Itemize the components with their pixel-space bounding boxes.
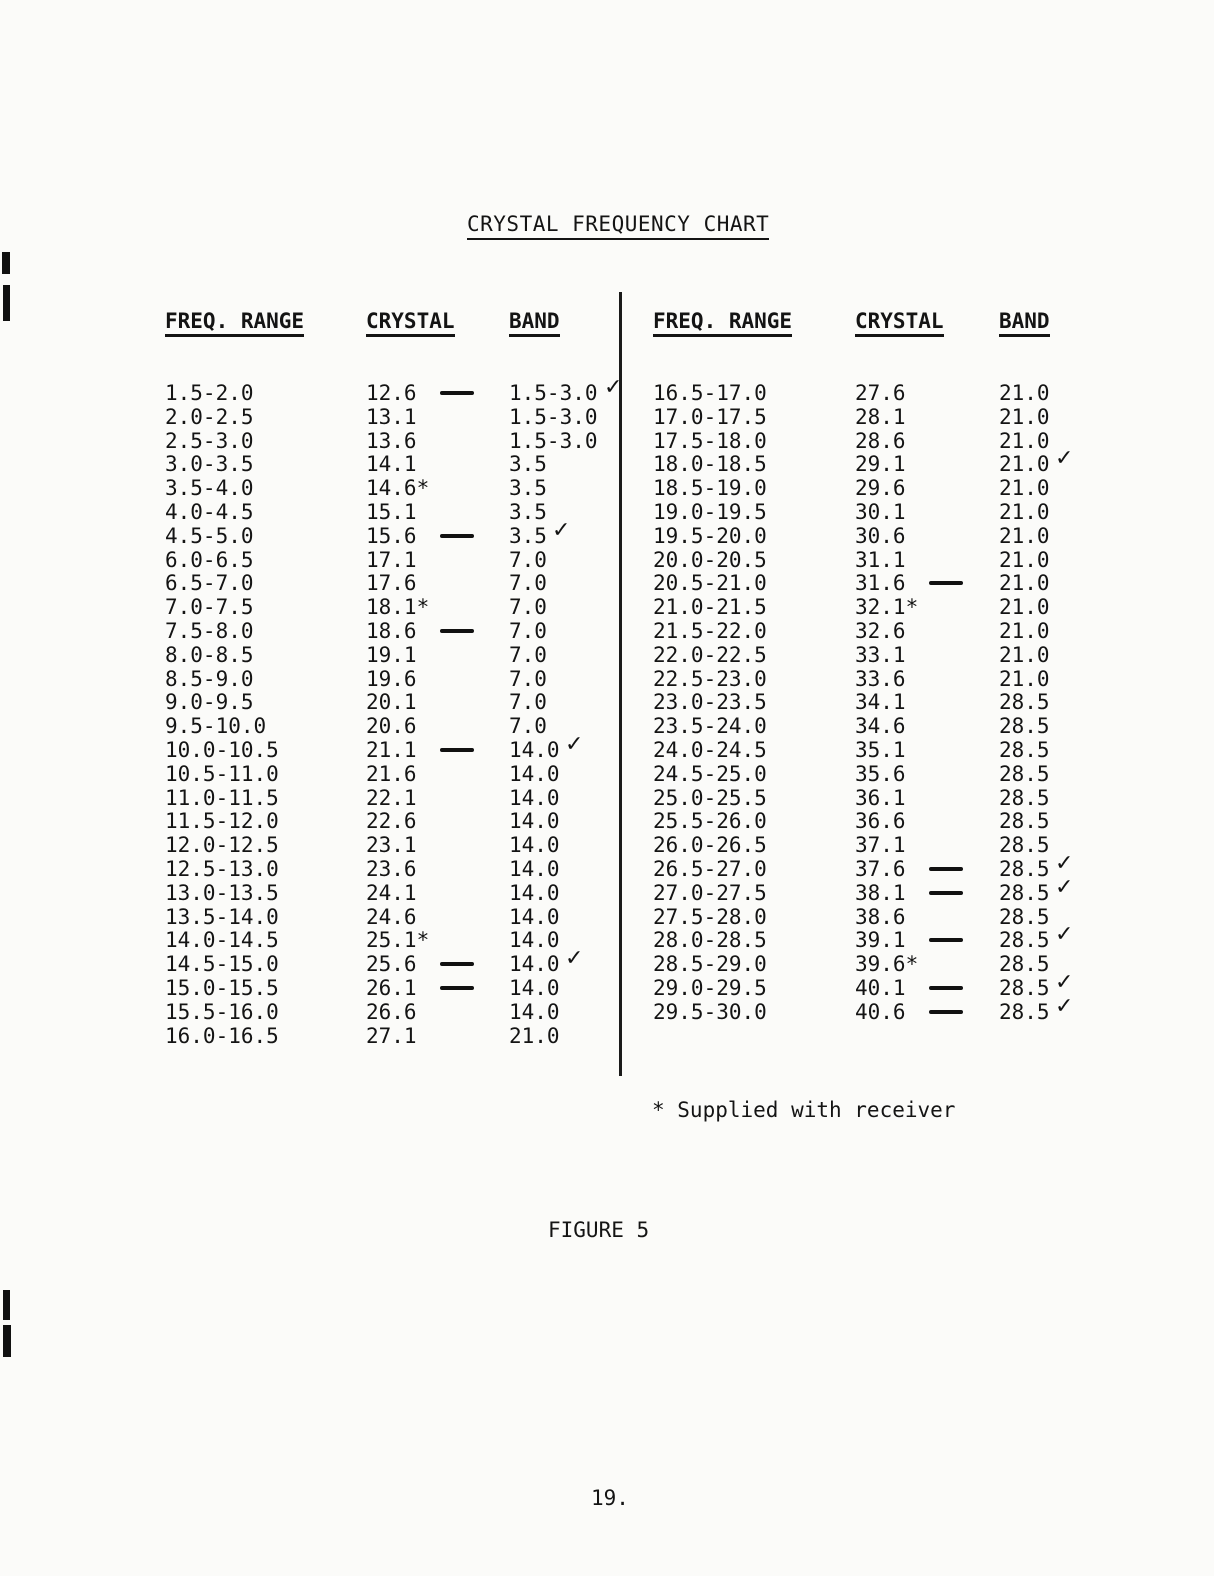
right-freq-range-header: FREQ. RANGE: [653, 309, 792, 337]
freq-range-cell: 25.0-25.5: [653, 785, 767, 810]
crystal-cell: 28.1: [855, 404, 906, 429]
freq-range-cell: 11.5-12.0: [165, 809, 279, 834]
band-cell: 7.0: [509, 666, 547, 691]
freq-range-cell: 22.0-22.5: [653, 642, 767, 667]
crystal-cell: 30.1: [855, 499, 906, 524]
band-cell: 21.0: [999, 571, 1050, 596]
crystal-cell: 14.1: [366, 452, 417, 477]
band-cell: 14.0: [509, 999, 560, 1024]
crystal-cell: 28.6: [855, 428, 906, 453]
band-cell: 28.5: [999, 975, 1050, 1000]
band-cell: 28.5: [999, 761, 1050, 786]
crystal-cell: 19.6: [366, 666, 417, 691]
binding-hole-mark: [3, 1290, 10, 1320]
freq-range-cell: 28.5-29.0: [653, 952, 767, 977]
freq-range-cell: 17.5-18.0: [653, 428, 767, 453]
crystal-cell: 23.1: [366, 833, 417, 858]
freq-range-cell: 14.5-15.0: [165, 952, 279, 977]
band-cell: 21.0: [999, 666, 1050, 691]
binding-hole-mark: [2, 252, 10, 274]
band-cell: 28.5: [999, 880, 1050, 905]
freq-range-cell: 23.5-24.0: [653, 714, 767, 739]
right-crystal-header: CRYSTAL: [855, 309, 944, 337]
crystal-cell: 21.1: [366, 737, 417, 762]
freq-range-cell: 1.5-2.0: [165, 381, 254, 405]
binding-hole-mark: [3, 1325, 11, 1357]
freq-range-cell: 26.0-26.5: [653, 833, 767, 858]
crystal-cell: 31.6: [855, 571, 906, 596]
band-cell: 21.0: [999, 642, 1050, 667]
freq-range-cell: 6.0-6.5: [165, 547, 254, 572]
band-cell: 21.0: [999, 547, 1050, 572]
crystal-cell: 29.6: [855, 476, 906, 501]
page-title: CRYSTAL FREQUENCY CHART: [467, 212, 769, 240]
band-cell: 28.5: [999, 999, 1050, 1024]
crystal-cell: 14.6*: [366, 476, 430, 501]
crystal-cell: 35.1: [855, 737, 906, 762]
figure-label: FIGURE 5: [548, 1218, 650, 1242]
band-cell: 7.0: [509, 595, 547, 620]
pen-dash-mark: [440, 962, 474, 966]
freq-range-cell: 27.5-28.0: [653, 904, 767, 929]
check-mark-icon: ✓: [1055, 446, 1074, 472]
crystal-cell: 17.6: [366, 571, 417, 596]
band-cell: 3.5: [509, 452, 547, 477]
freq-range-cell: 23.0-23.5: [653, 690, 767, 715]
crystal-cell: 20.6: [366, 714, 417, 739]
pen-dash-mark: [440, 629, 474, 633]
crystal-cell: 34.6: [855, 714, 906, 739]
left-freq-range-header: FREQ. RANGE: [165, 309, 304, 337]
band-cell: 28.5: [999, 785, 1050, 810]
band-cell: 21.0: [999, 476, 1050, 501]
band-cell: 28.5: [999, 809, 1050, 834]
check-mark-icon: ✓: [1055, 993, 1074, 1019]
freq-range-cell: 15.5-16.0: [165, 999, 279, 1024]
band-cell: 28.5: [999, 904, 1050, 929]
band-cell: 14.0: [509, 809, 560, 834]
check-mark-icon: ✓: [604, 375, 623, 400]
band-cell: 7.0: [509, 714, 547, 739]
band-cell: 1.5-3.0: [509, 428, 598, 453]
check-mark-icon: ✓: [552, 517, 571, 543]
crystal-cell: 23.6: [366, 856, 417, 881]
freq-range-cell: 29.0-29.5: [653, 975, 767, 1000]
band-cell: 3.5: [509, 523, 547, 548]
crystal-cell: 17.1: [366, 547, 417, 572]
freq-range-cell: 16.0-16.5: [165, 1023, 279, 1048]
freq-range-cell: 3.5-4.0: [165, 476, 254, 501]
freq-range-cell: 27.0-27.5: [653, 880, 767, 905]
freq-range-cell: 26.5-27.0: [653, 856, 767, 881]
pen-dash-mark: [440, 748, 474, 752]
crystal-cell: 31.1: [855, 547, 906, 572]
crystal-cell: 18.6: [366, 618, 417, 643]
freq-range-cell: 9.0-9.5: [165, 690, 254, 715]
freq-range-cell: 7.0-7.5: [165, 595, 254, 620]
crystal-cell: 37.1: [855, 833, 906, 858]
crystal-cell: 33.1: [855, 642, 906, 667]
page-number: 19.: [591, 1486, 629, 1510]
band-cell: 21.0: [999, 499, 1050, 524]
binding-hole-mark: [3, 285, 10, 321]
freq-range-cell: 10.5-11.0: [165, 761, 279, 786]
band-cell: 21.0: [999, 595, 1050, 620]
freq-range-cell: 12.0-12.5: [165, 833, 279, 858]
crystal-cell: 15.6: [366, 523, 417, 548]
pen-dash-mark: [929, 581, 963, 585]
crystal-cell: 37.6: [855, 856, 906, 881]
band-cell: 14.0: [509, 904, 560, 929]
crystal-cell: 22.6: [366, 809, 417, 834]
crystal-cell: 35.6: [855, 761, 906, 786]
crystal-cell: 25.1*: [366, 928, 430, 953]
band-cell: 7.0: [509, 547, 547, 572]
crystal-cell: 32.6: [855, 618, 906, 643]
freq-range-cell: 6.5-7.0: [165, 571, 254, 596]
freq-range-cell: 24.5-25.0: [653, 761, 767, 786]
crystal-cell: 24.1: [366, 880, 417, 905]
crystal-cell: 26.1: [366, 975, 417, 1000]
freq-range-cell: 8.0-8.5: [165, 642, 254, 667]
band-cell: 21.0: [999, 428, 1050, 453]
check-mark-icon: ✓: [565, 731, 584, 757]
crystal-cell: 18.1*: [366, 595, 430, 620]
freq-range-cell: 8.5-9.0: [165, 666, 254, 691]
freq-range-cell: 13.0-13.5: [165, 880, 279, 905]
left-band-header: BAND: [509, 309, 560, 337]
freq-range-cell: 9.5-10.0: [165, 714, 267, 739]
band-cell: 14.0: [509, 975, 560, 1000]
freq-range-cell: 28.0-28.5: [653, 928, 767, 953]
freq-range-cell: 2.0-2.5: [165, 404, 254, 429]
band-cell: 28.5: [999, 714, 1050, 739]
band-cell: 14.0: [509, 833, 560, 858]
crystal-cell: 13.1: [366, 404, 417, 429]
freq-range-cell: 10.0-10.5: [165, 737, 279, 762]
pen-dash-mark: [929, 891, 963, 895]
crystal-cell: 26.6: [366, 999, 417, 1024]
band-cell: 7.0: [509, 571, 547, 596]
check-mark-icon: ✓: [1055, 850, 1074, 876]
freq-range-cell: 18.5-19.0: [653, 476, 767, 501]
crystal-cell: 22.1: [366, 785, 417, 810]
crystal-cell: 33.6: [855, 666, 906, 691]
crystal-cell: 15.1: [366, 499, 417, 524]
freq-range-cell: 12.5-13.0: [165, 856, 279, 881]
band-cell: 28.5: [999, 856, 1050, 881]
pen-dash-mark: [929, 986, 963, 990]
band-cell: 21.0: [509, 1023, 560, 1048]
band-cell: 28.5: [999, 952, 1050, 977]
band-cell: 28.5: [999, 833, 1050, 858]
crystal-cell: 39.6*: [855, 952, 919, 977]
freq-range-cell: 19.5-20.0: [653, 523, 767, 548]
freq-range-cell: 25.5-26.0: [653, 809, 767, 834]
freq-range-cell: 11.0-11.5: [165, 785, 279, 810]
band-cell: 3.5: [509, 499, 547, 524]
crystal-cell: 34.1: [855, 690, 906, 715]
freq-range-cell: 20.5-21.0: [653, 571, 767, 596]
freq-range-cell: 24.0-24.5: [653, 737, 767, 762]
pen-dash-mark: [440, 534, 474, 538]
crystal-cell: 25.6: [366, 952, 417, 977]
freq-range-cell: 21.5-22.0: [653, 618, 767, 643]
band-cell: 3.5: [509, 476, 547, 501]
check-mark-icon: ✓: [1055, 874, 1074, 900]
freq-range-cell: 18.0-18.5: [653, 452, 767, 477]
freq-range-cell: 4.0-4.5: [165, 499, 254, 524]
band-cell: 14.0: [509, 785, 560, 810]
freq-range-cell: 21.0-21.5: [653, 595, 767, 620]
crystal-cell: 24.6: [366, 904, 417, 929]
freq-range-cell: 29.5-30.0: [653, 999, 767, 1024]
band-cell: 1.5-3.0: [509, 381, 598, 405]
pen-dash-mark: [929, 1010, 963, 1014]
crystal-cell: 20.1: [366, 690, 417, 715]
pen-dash-mark: [440, 391, 474, 395]
band-cell: 14.0: [509, 737, 560, 762]
band-cell: 14.0: [509, 952, 560, 977]
band-cell: 14.0: [509, 928, 560, 953]
crystal-cell: 27.1: [366, 1023, 417, 1048]
freq-range-cell: 13.5-14.0: [165, 904, 279, 929]
freq-range-cell: 20.0-20.5: [653, 547, 767, 572]
freq-range-cell: 15.0-15.5: [165, 975, 279, 1000]
freq-range-cell: 19.0-19.5: [653, 499, 767, 524]
right-band-header: BAND: [999, 309, 1050, 337]
pen-dash-mark: [929, 938, 963, 942]
left-crystal-header: CRYSTAL: [366, 309, 455, 337]
column-divider: [619, 292, 622, 1076]
band-cell: 1.5-3.0: [509, 404, 598, 429]
crystal-cell: 39.1: [855, 928, 906, 953]
crystal-cell: 13.6: [366, 428, 417, 453]
band-cell: 28.5: [999, 737, 1050, 762]
freq-range-cell: 4.5-5.0: [165, 523, 254, 548]
band-cell: 14.0: [509, 856, 560, 881]
freq-range-cell: 7.5-8.0: [165, 618, 254, 643]
band-cell: 21.0: [999, 452, 1050, 477]
band-cell: 21.0: [999, 618, 1050, 643]
crystal-cell: 38.6: [855, 904, 906, 929]
crystal-cell: 12.6: [366, 381, 417, 405]
crystal-cell: 38.1: [855, 880, 906, 905]
freq-range-cell: 14.0-14.5: [165, 928, 279, 953]
band-cell: 21.0: [999, 523, 1050, 548]
crystal-cell: 21.6: [366, 761, 417, 786]
crystal-cell: 32.1*: [855, 595, 919, 620]
check-mark-icon: ✓: [565, 946, 584, 972]
crystal-cell: 40.6: [855, 999, 906, 1024]
freq-range-cell: 17.0-17.5: [653, 404, 767, 429]
band-cell: 14.0: [509, 761, 560, 786]
band-cell: 21.0: [999, 381, 1050, 405]
band-cell: 28.5: [999, 928, 1050, 953]
band-cell: 7.0: [509, 618, 547, 643]
band-cell: 21.0: [999, 404, 1050, 429]
check-mark-icon: ✓: [1055, 922, 1074, 948]
freq-range-cell: 22.5-23.0: [653, 666, 767, 691]
pen-dash-mark: [929, 867, 963, 871]
footnote: * Supplied with receiver: [652, 1098, 956, 1122]
band-cell: 14.0: [509, 880, 560, 905]
check-mark-icon: ✓: [1055, 969, 1074, 995]
crystal-cell: 36.6: [855, 809, 906, 834]
crystal-cell: 29.1: [855, 452, 906, 477]
freq-range-cell: 2.5-3.0: [165, 428, 254, 453]
band-cell: 7.0: [509, 642, 547, 667]
freq-range-cell: 16.5-17.0: [653, 381, 767, 405]
band-cell: 28.5: [999, 690, 1050, 715]
crystal-cell: 40.1: [855, 975, 906, 1000]
crystal-cell: 36.1: [855, 785, 906, 810]
pen-dash-mark: [440, 986, 474, 990]
crystal-cell: 30.6: [855, 523, 906, 548]
crystal-cell: 27.6: [855, 381, 906, 405]
band-cell: 7.0: [509, 690, 547, 715]
freq-range-cell: 3.0-3.5: [165, 452, 254, 477]
crystal-cell: 19.1: [366, 642, 417, 667]
